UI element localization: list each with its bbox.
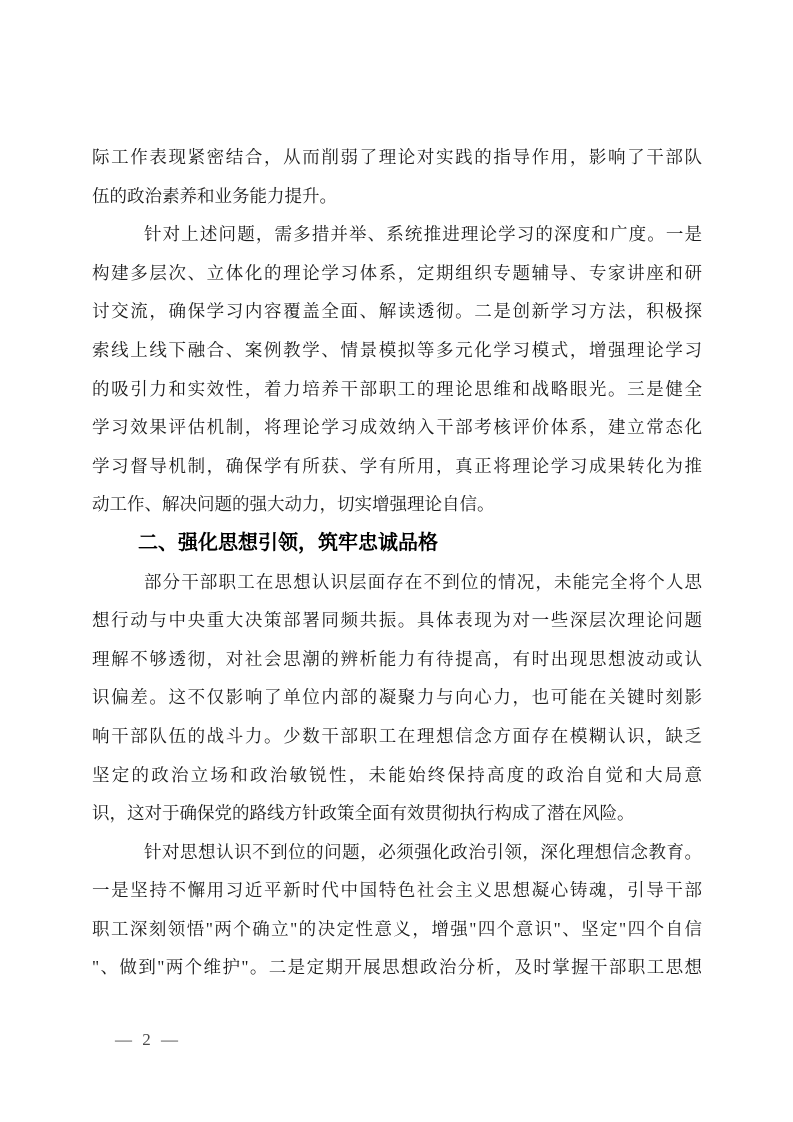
text-line: 伍的政治素养和业务能力提升。 <box>92 185 337 206</box>
page-number: — 2 — <box>115 1030 181 1049</box>
section-heading: 二、强化思想引领，筑牢忠诚品格 <box>138 531 438 554</box>
text-line: 一是坚持不懈用习近平新时代中国特色社会主义思想凝心铸魂，引导干部 <box>92 880 702 901</box>
text-line: 理解不够透彻，对社会思潮的辨析能力有待提高，有时出现思想波动或认 <box>92 648 702 669</box>
text-line: 讨交流，确保学习内容覆盖全面、解读透彻。二是创新学习方法，积极探 <box>92 301 702 322</box>
text-line: 坚定的政治立场和政治敏锐性，未能始终保持高度的政治自觉和大局意 <box>92 764 702 785</box>
text-line: 学习督导机制，确保学有所获、学有所用，真正将理论学习成果转化为推 <box>92 455 702 476</box>
text-line: 的吸引力和实效性，着力培养干部职工的理论思维和战略眼光。三是健全 <box>92 378 702 399</box>
text-line: 识，这对于确保党的路线方针政策全面有效贯彻执行构成了潜在风险。 <box>92 803 635 824</box>
text-line: 针对上述问题，需多措并举、系统推进理论学习的深度和广度。一是 <box>144 224 702 245</box>
text-line: 部分干部职工在思想认识层面存在不到位的情况，未能完全将个人思 <box>144 571 702 592</box>
text-line: 职工深刻领悟"两个确立"的决定性意义，增强"四个意识"、坚定"四个自信 <box>92 918 702 939</box>
text-line: 识偏差。这不仅影响了单位内部的凝聚力与向心力，也可能在关键时刻影 <box>92 687 702 708</box>
text-line: 想行动与中央重大决策部署同频共振。具体表现为对一些深层次理论问题 <box>92 610 702 631</box>
document-body <box>92 138 702 987</box>
text-line: 动工作、解决问题的强大动力，切实增强理论自信。 <box>92 494 495 515</box>
text-line: 索线上线下融合、案例教学、情景模拟等多元化学习模式，增强理论学习 <box>92 339 702 360</box>
text-line: 构建多层次、立体化的理论学习体系，定期组织专题辅导、专家讲座和研 <box>92 262 702 283</box>
text-line: 针对思想认识不到位的问题，必须强化政治引领，深化理想信念教育。 <box>144 841 702 862</box>
text-line: 学习效果评估机制，将理论学习成效纳入干部考核评价体系，建立常态化 <box>92 417 702 438</box>
text-line: 响干部队伍的战斗力。少数干部职工在理想信念方面存在模糊认识，缺乏 <box>92 725 702 746</box>
text-line: "、做到"两个维护"。二是定期开展思想政治分析，及时掌握干部职工思想 <box>92 957 702 978</box>
text-line: 际工作表现紧密结合，从而削弱了理论对实践的指导作用，影响了干部队 <box>92 147 702 167</box>
